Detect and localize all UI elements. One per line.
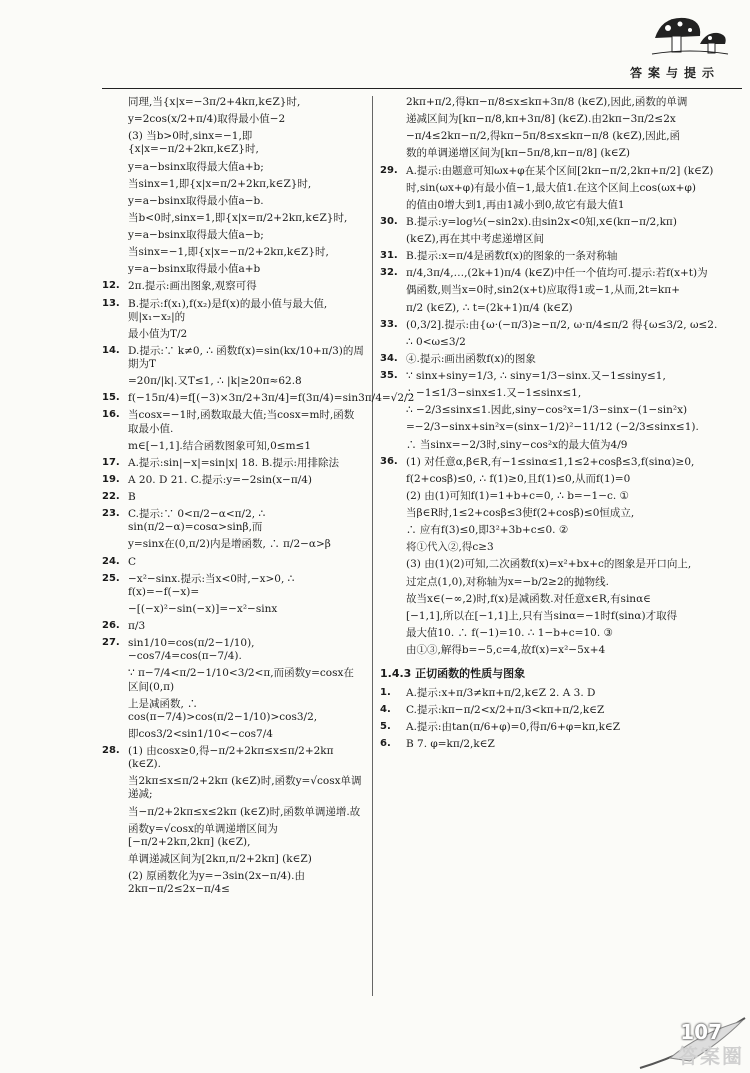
answer-line: (1) 由cosx≥0,得−π/2+2kπ≤x≤π/2+2kπ (k∈Z). <box>128 745 334 771</box>
answer-item <box>102 491 364 504</box>
answer-item <box>102 96 364 126</box>
answer-line: 当cosx=−1时,函数取最大值;当cosx=m时,函数取最小值. <box>128 409 355 435</box>
mushroom-icon <box>650 8 730 58</box>
answer-number: 25. <box>102 572 120 584</box>
answer-line: m∈[−1,1].结合函数图象可知,0≤m≤1 <box>128 439 312 452</box>
answer-line: 的值由0增大到1,再由1减小到0,故它有最大值1 <box>406 198 625 211</box>
answer-item <box>102 573 364 616</box>
right-column-answers <box>380 96 732 657</box>
answer-line: π/3 <box>128 620 146 632</box>
answer-item <box>102 620 364 633</box>
answer-line: y=a−bsinx取得最小值a+b <box>128 263 261 276</box>
answer-line: B.提示:y=log½(−sin2x).由sin2x<0知,x∈(kπ−π/2,kπ) <box>406 215 677 228</box>
page-number: 107 <box>680 1020 722 1044</box>
answer-line: π/2 (k∈Z), ∴ t=(2k+1)π/4 (k∈Z) <box>406 301 573 314</box>
answer-number: 35. <box>380 370 398 381</box>
answer-line: 当2kπ≤x≤π/2+2kπ (k∈Z)时,函数y=√cosx单调递减; <box>128 775 362 801</box>
answer-line: (2) 原函数化为y=−3sin(2x−π/4).由2kπ−π/2≤2x−π/4≤ <box>128 870 305 896</box>
answer-line: ∴ 应有f(3)≤0,即3²+3b+c≤0. ② <box>406 524 569 537</box>
answer-line: 由①③,解得b=−5,c=4,故f(x)=x²−5x+4 <box>406 644 606 656</box>
answer-line: C.提示:kπ−π/2<x/2+π/3<kπ+π/2,k∈Z <box>406 704 605 716</box>
answer-number: 6. <box>380 738 391 750</box>
section-answers <box>380 687 732 752</box>
answer-line: ∵ π−7/4<π/2−1/10<3/2<π,而函数y=cosx在区间(0,π) <box>128 667 354 693</box>
answer-item <box>102 392 415 405</box>
answer-line: 单调递减区间为[2kπ,π/2+2kπ] (k∈Z) <box>128 852 312 865</box>
page-header <box>0 0 750 95</box>
answer-line: (0,3/2].提示:由{ω·(−π/3)≥−π/2, ω·π/4≤π/2 得{ω≤3/2, ω≤2. <box>406 318 718 331</box>
answer-line: 偶函数,则当x=0时,sin2(x+t)应取得1或−1,从而,2t=kπ+ <box>406 284 680 297</box>
answer-item <box>380 216 732 246</box>
answer-number: 34. <box>380 352 398 364</box>
answer-number: 29. <box>380 164 398 176</box>
answer-line: (1) 对任意α,β∈R,有−1≤sinα≤1,1≤2+cosβ≤3,f(sinα)≥0, <box>406 455 695 468</box>
answer-item <box>380 687 732 700</box>
answer-line: −π/4≤2kπ−π/2,得kπ−5π/8≤x≤kπ−π/8 (k∈Z),因此,函 <box>406 130 681 143</box>
answer-line: −[(−x)²−sin(−x)]=−x²−sinx <box>128 602 278 615</box>
answer-number: 36. <box>380 455 398 467</box>
answer-line: ∵ sinx+siny=1/3, ∴ siny=1/3−sinx.又−1≤siny≤1, <box>406 370 666 382</box>
answer-item <box>380 721 732 734</box>
answer-line: 2π.提示:画出图象,观察可得 <box>128 280 257 293</box>
answer-number: 13. <box>102 297 120 309</box>
answer-line: =−2/3−sinx+sin²x=(sinx−1/2)²−11/12 (−2/3≤sinx≤1). <box>406 421 699 434</box>
answer-item <box>380 704 732 717</box>
answer-line: 当β∈R时,1≤2+cosβ≤3使f(2+cosβ)≤0恒成立, <box>406 507 635 519</box>
answer-number: 22. <box>102 491 120 502</box>
answer-item <box>102 457 364 470</box>
answer-line: A.提示:由题意可知ωx+φ在某个区间[2kπ−π/2,2kπ+π/2] (k∈Z) <box>406 164 714 177</box>
answer-line: B.提示:x=π/4是函数f(x)的图象的一条对称轴 <box>406 250 618 263</box>
answer-line: D.提示:∵ k≠0, ∴ 函数f(x)=sin(kx/10+π/3)的周期为T <box>128 344 364 370</box>
answer-line: 最大值10. ∴ f(−1)=10. ∴ 1−b+c=10. ③ <box>406 626 613 639</box>
answer-number: 32. <box>380 267 398 279</box>
answer-number: 1. <box>380 686 391 698</box>
answer-line: B <box>128 491 136 503</box>
answer-number: 12. <box>102 280 120 292</box>
answer-number: 16. <box>102 409 120 421</box>
answer-line: A.提示:x+π/3≠kπ+π/2,k∈Z 2. A 3. D <box>406 686 596 699</box>
answer-line: 上是减函数, ∴ cos(π−7/4)>cos(π/2−1/10)>cos3/2, <box>128 697 318 723</box>
answer-line: ∴ −2/3≤sinx≤1.因此,siny−cos²x=1/3−sinx−(1−sin²x) <box>406 404 688 417</box>
answer-line: 即cos3/2<sin1/10<−cos7/4 <box>128 727 273 740</box>
answer-number: 28. <box>102 745 120 756</box>
answer-line: 当sinx=−1,即{x|x=−π/2+2kπ,k∈Z}时, <box>128 246 329 259</box>
answer-line: 递减区间为[kπ−π/8,kπ+3π/8] (k∈Z).由2kπ−3π/2≤2x <box>406 113 676 126</box>
answer-line: B 7. φ=kπ/2,k∈Z <box>406 738 495 751</box>
answer-line: (2) 由(1)可知f(1)=1+b+c=0, ∴ b=−1−c. ① <box>406 489 629 502</box>
answer-line: f(−15π/4)=f[(−3)×3π/2+3π/4]=f(3π/4)=sin3π/4=√2/2 <box>128 392 415 405</box>
answer-line: 同理,当{x|x=−3π/2+4kπ,k∈Z}时, <box>128 96 301 108</box>
answer-item <box>102 280 364 293</box>
answer-line: ④.提示:画出函数f(x)的图象 <box>406 352 536 365</box>
answer-line: A 20. D 21. C.提示:y=−2sin(x−π/4) <box>128 473 313 486</box>
answer-number: 26. <box>102 620 120 631</box>
answer-line: 最小值为T/2 <box>128 327 188 340</box>
right-column <box>380 96 732 755</box>
answer-item <box>380 96 732 161</box>
answer-item <box>380 456 732 658</box>
answer-item <box>102 130 364 276</box>
answer-line: ∴ 0<ω≤3/2 <box>406 335 466 348</box>
answer-number: 5. <box>380 721 391 733</box>
header-title: 答案与提示 <box>629 66 720 80</box>
answer-item <box>102 556 364 569</box>
answer-number: 27. <box>102 637 120 649</box>
answer-item <box>102 298 364 341</box>
answer-item <box>102 474 364 487</box>
answer-line: ∴ −1≤1/3−sinx≤1.又−1≤sinx≤1, <box>406 387 582 400</box>
answer-item <box>380 165 732 212</box>
answer-number: 15. <box>102 392 120 404</box>
answer-line: [−1,1],所以在[−1,1]上,只有当sinα=−1时f(sinα)才取得 <box>406 609 678 622</box>
answer-line: 函数y=√cosx的单调递增区间为[−π/2+2kπ,2kπ] (k∈Z), <box>128 822 278 848</box>
answer-line: y=sinx在(0,π/2)内是增函数, ∴ π/2−α>β <box>128 538 331 551</box>
answer-line: y=a−bsinx取得最小值a−b. <box>128 194 264 207</box>
answer-line: B.提示:f(x₁),f(x₂)是f(x)的最小值与最大值,则|x₁−x₂|的 <box>128 297 328 323</box>
answer-line: 故当x∈(−∞,2)时,f(x)是减函数.对任意x∈R,有sinα∈ <box>406 592 651 605</box>
answer-line: 2kπ+π/2,得kπ−π/8≤x≤kπ+3π/8 (k∈Z),因此,函数的单调 <box>406 96 688 108</box>
answer-line: 当sinx=1,即{x|x=π/2+2kπ,k∈Z}时, <box>128 177 312 190</box>
answer-line: π/4,3π/4,…,(2k+1)π/4 (k∈Z)中任一个值均可.提示:若f(x+t)为 <box>406 267 708 280</box>
answer-number: 19. <box>102 473 120 485</box>
answer-item <box>102 345 364 388</box>
answer-item <box>102 409 364 452</box>
answer-line: ∴ 当sinx=−2/3时,siny−cos²x的最大值为4/9 <box>406 438 628 451</box>
answer-item <box>380 250 732 263</box>
answer-item <box>380 738 732 751</box>
answer-line: 将①代入②,得c≥3 <box>406 541 494 554</box>
answer-line: (3) 由(1)(2)可知,二次函数f(x)=x²+bx+c的图象是开口向上, <box>406 558 692 571</box>
answer-line: y=a−bsinx取得最大值a−b; <box>128 229 264 241</box>
answer-line: (3) 当b>0时,sinx=−1,即{x|x=−π/2+2kπ,k∈Z}时, <box>128 130 259 156</box>
answer-line: 当−π/2+2kπ≤x≤2kπ (k∈Z)时,函数单调递增.故 <box>128 805 361 818</box>
answer-item <box>380 370 732 452</box>
answer-line: C.提示:∵ 0<π/2−α<π/2, ∴ sin(π/2−α)=cosα>sinβ,而 <box>128 508 266 534</box>
answer-number: 17. <box>102 456 120 468</box>
watermark-logo: 答案圈 <box>678 1044 744 1068</box>
answer-line: A.提示:由tan(π/6+φ)=0,得π/6+φ=kπ,k∈Z <box>406 721 621 734</box>
answer-item <box>380 319 732 349</box>
header-rule <box>102 88 742 89</box>
answer-line: sin1/10=cos(π/2−1/10),−cos7/4=cos(π−7/4). <box>128 637 255 663</box>
answer-number: 14. <box>102 344 120 356</box>
answer-item <box>102 745 364 896</box>
answer-line: A.提示:sin|−x|=sin|x| 18. B.提示:用排除法 <box>128 456 340 469</box>
answer-line: 过定点(1,0),对称轴为x=−b/2≥2的抛物线. <box>406 575 610 588</box>
answer-line: 时,sin(ωx+φ)有最小值−1,最大值1.在这个区间上cos(ωx+φ) <box>406 181 696 194</box>
answer-number: 33. <box>380 318 398 330</box>
section-title: 1.4.3 正切函数的性质与图象 <box>380 667 526 681</box>
answer-item <box>102 637 364 741</box>
answer-number: 30. <box>380 215 398 227</box>
answer-item <box>380 353 732 366</box>
answer-item <box>102 508 364 551</box>
answer-number: 24. <box>102 555 120 567</box>
answer-line: 数的单调递增区间为[kπ−5π/8,kπ−π/8] (k∈Z) <box>406 147 631 160</box>
answer-line: =20π/|k|.又T≤1, ∴ |k|≥20π≈62.8 <box>128 375 302 388</box>
answer-line: f(2+cosβ)≤0, ∴ f(1)≥0,且f(1)≤0,从而f(1)=0 <box>406 472 631 485</box>
answer-line: −x²−sinx.提示:当x<0时,−x>0, ∴ f(x)=−f(−x)= <box>128 572 295 598</box>
answer-line: (k∈Z),再在其中考虑递增区间 <box>406 233 544 245</box>
answer-line: y=a−bsinx取得最大值a+b; <box>128 160 264 173</box>
answer-item <box>380 267 732 314</box>
answer-line: C <box>128 555 137 568</box>
answer-number: 4. <box>380 704 391 715</box>
answer-number: 23. <box>102 508 120 520</box>
answer-line: 当b<0时,sinx=1,即{x|x=π/2+2kπ,k∈Z}时, <box>128 211 348 224</box>
answer-line: y=2cos(x/2+π/4)取得最小值−2 <box>128 113 286 126</box>
column-divider <box>372 96 373 996</box>
answer-number: 31. <box>380 250 398 262</box>
